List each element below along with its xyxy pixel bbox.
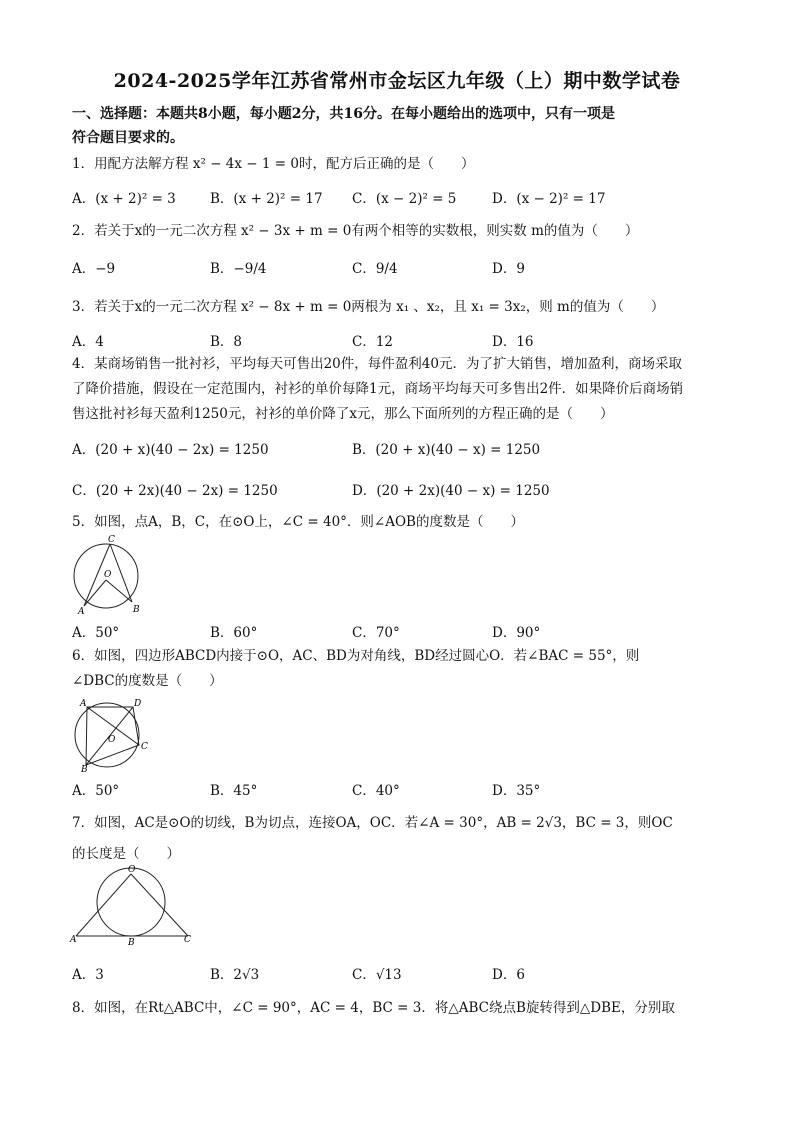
option-a: A．−9 <box>72 261 116 277</box>
option-c: C．√13 <box>352 967 402 983</box>
question-7-line-2: 的长度是（ ） <box>72 846 180 862</box>
question-2-text: 2．若关于x的一元二次方程 x² − 3x + m = 0有两个相等的实数根，则实数 m的值为（ ） <box>72 223 639 239</box>
option-a: A．50° <box>72 783 120 799</box>
option-a: A．50° <box>72 625 120 641</box>
option-c: C．9/4 <box>352 261 398 277</box>
option-c: C．(x − 2)² = 5 <box>352 191 457 207</box>
question-7-figure <box>68 862 198 946</box>
option-d: D．90° <box>492 625 541 641</box>
option-c: C．(20 + 2x)(40 − 2x) = 1250 <box>72 483 278 499</box>
question-8-text: 8．如图，在Rt△ABC中，∠C = 90°，AC = 4，BC = 3．将△ABC绕点B旋转得到△DBE，分别取 <box>72 1000 675 1016</box>
option-d: D．16 <box>492 334 534 350</box>
option-d: D．9 <box>492 261 525 277</box>
point-label-o: O <box>128 865 136 875</box>
point-label-c: C <box>108 535 115 545</box>
point-label-a: A <box>80 699 87 709</box>
option-b: B．−9/4 <box>210 261 267 277</box>
section-heading-line-2: 符合题目要求的。 <box>72 130 184 146</box>
option-c: C．70° <box>352 625 400 641</box>
question-6-figure <box>70 697 150 773</box>
option-a: A．4 <box>72 334 104 350</box>
question-6-line-1: 6．如图，四边形ABCD内接于⊙O，AC、BD为对角线，BD经过圆心O．若∠BAC = 55°，则 <box>72 648 640 664</box>
question-4-line-1: 4．某商场销售一批衬衫，平均每天可售出20件，每件盈利40元．为了扩大销售，增加盈利，商场采取 <box>72 356 682 372</box>
point-label-c: C <box>141 742 148 752</box>
point-label-o: O <box>104 570 112 580</box>
point-label-a: A <box>70 935 77 945</box>
option-a: A．3 <box>72 967 104 983</box>
option-d: D．6 <box>492 967 525 983</box>
question-5-text: 5．如图，点A，B，C，在⊙O上，∠C = 40°．则∠AOB的度数是（ ） <box>72 514 524 530</box>
option-a: A．(20 + x)(40 − 2x) = 1250 <box>72 442 269 458</box>
question-4-line-3: 售这批衬衫每天盈利1250元，衬衫的单价降了x元，那么下面所列的方程正确的是（ ） <box>72 406 614 422</box>
question-1-text: 1．用配方法解方程 x² − 4x − 1 = 0时，配方后正确的是（ ） <box>72 156 475 172</box>
section-heading-line-1: 一、选择题：本题共8小题，每小题2分，共16分。在每小题给出的选项中，只有一项是 <box>72 106 615 122</box>
question-3-text: 3．若关于x的一元二次方程 x² − 8x + m = 0两根为 x₁ 、x₂，且 x₁ = 3x₂，则 m的值为（ ） <box>72 299 665 315</box>
question-4-line-2: 了降价措施，假设在一定范围内，衬衫的单价每降1元，商场平均每天可多售出2件．如果降价后商场销 <box>72 381 684 397</box>
option-b: B．2√3 <box>210 967 260 983</box>
question-5-figure <box>70 534 144 616</box>
option-c: C．40° <box>352 783 400 799</box>
question-6-line-2: ∠DBC的度数是（ ） <box>72 673 223 689</box>
option-a: A．(x + 2)² = 3 <box>72 191 176 207</box>
point-label-d: D <box>134 699 142 709</box>
page-title: 2024-2025学年江苏省常州市金坛区九年级（上）期中数学试卷 <box>113 70 681 92</box>
option-d: D．(20 + 2x)(40 − x) = 1250 <box>352 483 550 499</box>
option-d: D．(x − 2)² = 17 <box>492 191 606 207</box>
option-b: B．8 <box>210 334 243 350</box>
option-d: D．35° <box>492 783 541 799</box>
point-label-o: O <box>108 735 116 745</box>
option-b: B．(20 + x)(40 − x) = 1250 <box>352 442 541 458</box>
point-label-b: B <box>128 938 135 946</box>
option-c: C．12 <box>352 334 394 350</box>
point-label-c: C <box>184 935 191 945</box>
option-b: B．(x + 2)² = 17 <box>210 191 323 207</box>
point-label-b: B <box>81 765 88 773</box>
point-label-a: A <box>78 607 85 616</box>
option-b: B．45° <box>210 783 258 799</box>
option-b: B．60° <box>210 625 258 641</box>
point-label-b: B <box>133 605 140 615</box>
question-7-line-1: 7．如图，AC是⊙O的切线，B为切点，连接OA，OC．若∠A = 30°，AB = 2√3，BC = 3，则OC <box>72 815 673 831</box>
